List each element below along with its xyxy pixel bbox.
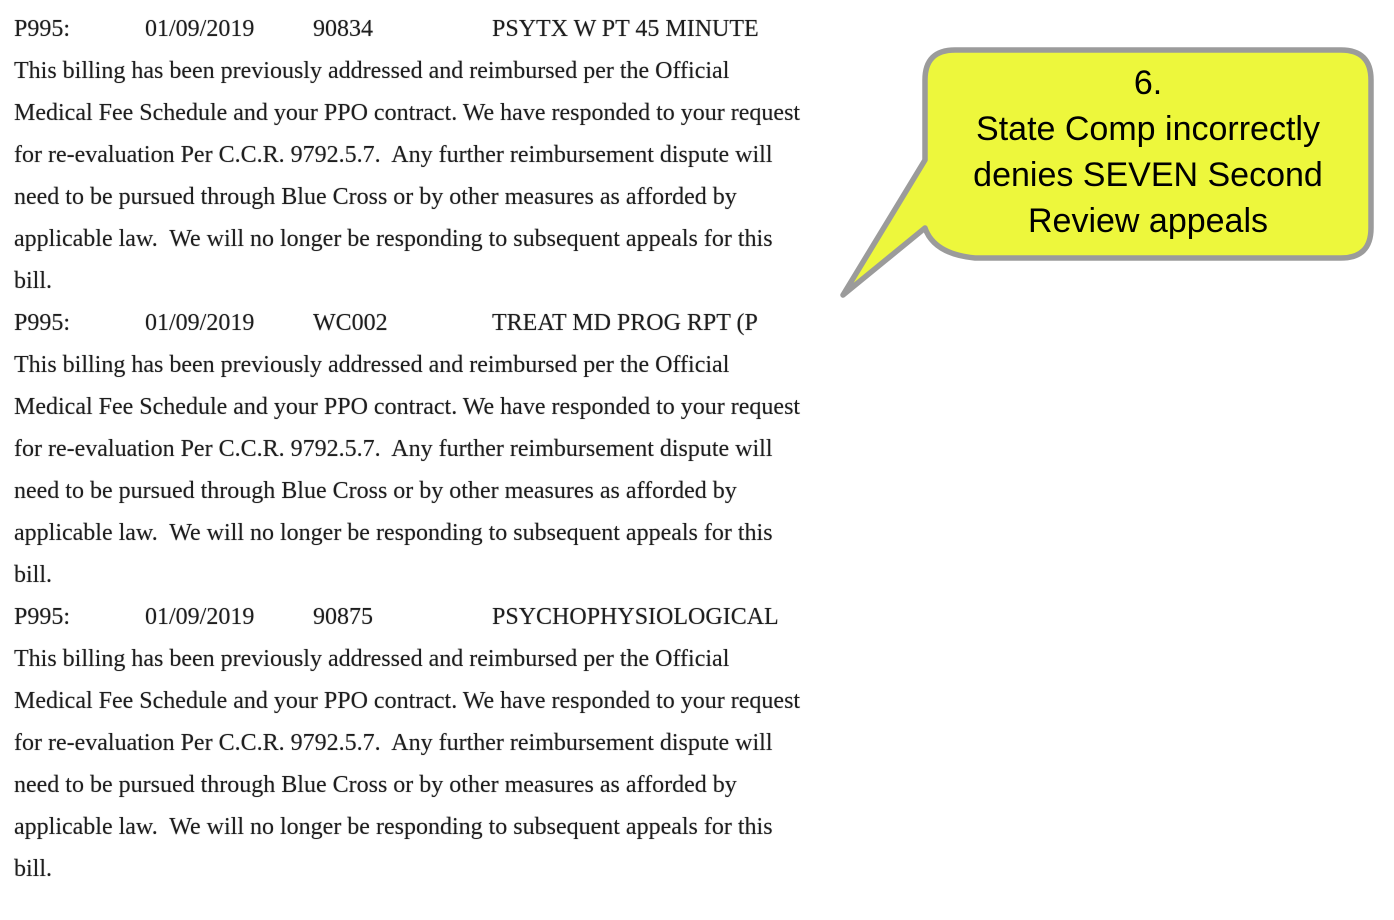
billing-entry (14, 302, 944, 596)
entry-label: P995: (14, 310, 71, 336)
entry-code: WC002 (313, 310, 388, 336)
entry-date: 01/09/2019 (145, 310, 255, 336)
body-line: bill. (14, 856, 53, 882)
callout-text (925, 52, 1371, 258)
body-line: Medical Fee Schedule and your PPO contract. We have responded to your request (14, 688, 801, 714)
callout-line: State Comp incorrectly (976, 110, 1320, 148)
body-line: bill. (14, 268, 53, 294)
entry-code: 90834 (313, 16, 373, 42)
body-line: This billing has been previously addressed and reimbursed per the Official (14, 646, 730, 672)
callout-line: Review appeals (1027, 202, 1269, 240)
billing-entry (14, 596, 944, 890)
body-line: for re-evaluation Per C.C.R. 9792.5.7. Any further reimbursement dispute will (14, 730, 773, 756)
entry-header (14, 596, 944, 638)
body-line: Medical Fee Schedule and your PPO contract. We have responded to your request (14, 394, 801, 420)
callout-number: 6. (1133, 64, 1163, 102)
body-line: need to be pursued through Blue Cross or by other measures as afforded by (14, 184, 737, 210)
body-line: Medical Fee Schedule and your PPO contract. We have responded to your request (14, 100, 801, 126)
entry-code: 90875 (313, 604, 373, 630)
entry-description: PSYTX W PT 45 MINUTE (492, 16, 759, 42)
entry-label: P995: (14, 16, 71, 42)
body-line: need to be pursued through Blue Cross or by other measures as afforded by (14, 478, 737, 504)
body-line: need to be pursued through Blue Cross or by other measures as afforded by (14, 772, 737, 798)
entry-date: 01/09/2019 (145, 16, 255, 42)
body-line: for re-evaluation Per C.C.R. 9792.5.7. Any further reimbursement dispute will (14, 142, 773, 168)
entry-description: TREAT MD PROG RPT (P (492, 310, 758, 336)
callout-line: denies SEVEN Second (973, 156, 1323, 194)
body-line: applicable law. We will no longer be responding to subsequent appeals for this (14, 226, 773, 252)
entry-date: 01/09/2019 (145, 604, 255, 630)
entry-label: P995: (14, 604, 71, 630)
body-line: bill. (14, 562, 53, 588)
body-line: applicable law. We will no longer be responding to subsequent appeals for this (14, 520, 773, 546)
body-line: This billing has been previously addressed and reimbursed per the Official (14, 352, 730, 378)
body-line: for re-evaluation Per C.C.R. 9792.5.7. Any further reimbursement dispute will (14, 436, 773, 462)
entry-description: PSYCHOPHYSIOLOGICAL (492, 604, 779, 630)
body-line: applicable law. We will no longer be responding to subsequent appeals for this (14, 814, 773, 840)
body-line: This billing has been previously addressed and reimbursed per the Official (14, 58, 730, 84)
